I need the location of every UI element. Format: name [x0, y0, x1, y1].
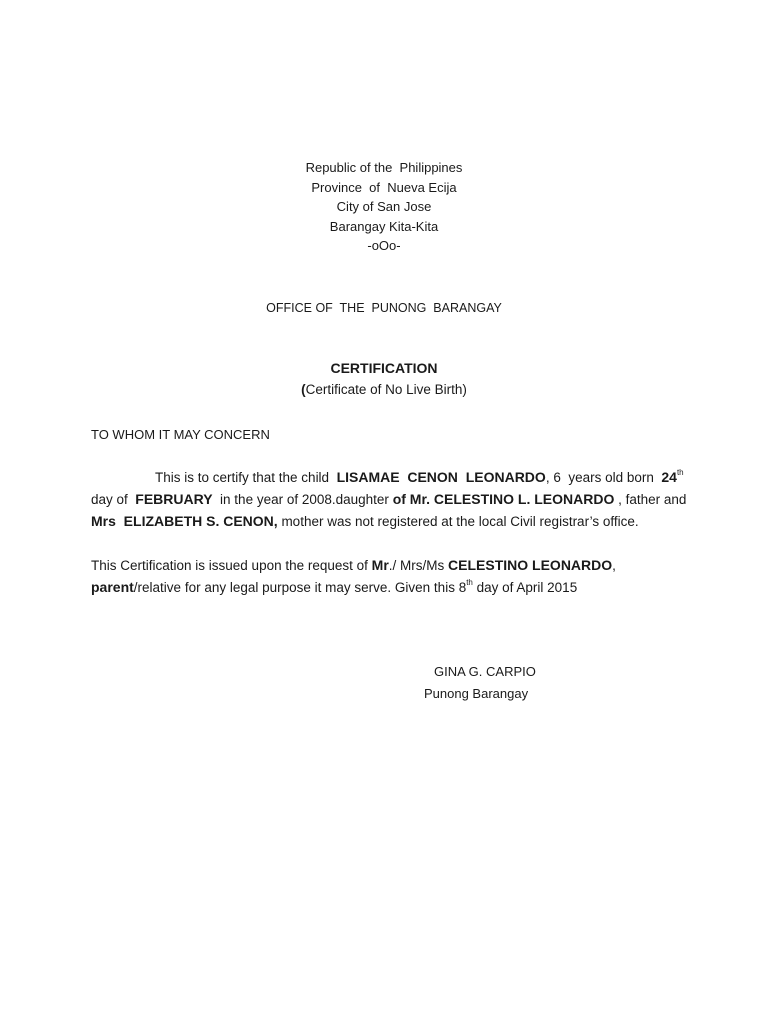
document-subtitle	[0, 380, 768, 400]
signatory-position: Punong Barangay	[424, 686, 529, 701]
p1-text-c: day of	[91, 492, 136, 507]
paragraph2-line1	[91, 554, 691, 577]
mother-name: Mrs ELIZABETH S. CENON,	[91, 513, 278, 529]
father-name: of Mr. CELESTINO L. LEONARDO	[392, 491, 615, 507]
birth-day: 24	[661, 469, 677, 485]
letterhead-country: Republic of the Philippines	[305, 160, 463, 175]
letterhead-province: Province of Nueva Ecija	[311, 179, 457, 195]
salutation: TO WHOM IT MAY CONCERN	[91, 427, 270, 442]
paragraph2-line2	[91, 576, 691, 599]
child-name: LISAMAE CENON LEONARDO	[336, 469, 546, 485]
p2-text-a: This Certification is issued upon the request of	[91, 558, 372, 573]
birth-month: FEBRUARY	[135, 491, 213, 507]
p2-text-c: ,	[612, 558, 616, 573]
requester-title: Mr	[371, 557, 389, 573]
birth-day-suffix: th	[676, 468, 684, 477]
paragraph1-line2	[91, 488, 691, 511]
subtitle-text: Certificate of No Live Birth)	[305, 382, 467, 397]
requester-name: CELESTINO LEONARDO	[448, 557, 613, 573]
requester-relation: parent	[91, 579, 134, 595]
p2-text-d: /relative for any legal purpose it may serve. Given this 8	[133, 580, 467, 595]
paragraph1-line1	[155, 466, 755, 489]
p1-text-f: mother was not registered at the local Civil registrar’s office.	[277, 514, 639, 529]
given-day-suffix: th	[466, 578, 473, 587]
p2-text-e: day of April 2015	[472, 580, 578, 595]
office-heading: OFFICE OF THE PUNONG BARANGAY	[266, 301, 502, 315]
p1-text-e: , father and	[614, 492, 687, 507]
document-title: CERTIFICATION	[330, 360, 438, 376]
p1-text-a: This is to certify that the child	[155, 470, 337, 485]
signatory-name: GINA G. CARPIO	[434, 664, 536, 679]
p2-text-b: ./ Mrs/Ms	[388, 558, 449, 573]
letterhead-city: City of San Jose	[336, 199, 432, 215]
letterhead-ornament: -oOo-	[367, 238, 401, 254]
letterhead	[0, 158, 768, 256]
paragraph1-line3	[91, 510, 691, 533]
letterhead-barangay: Barangay Kita-Kita	[329, 218, 439, 234]
subtitle-open-paren: (	[301, 382, 306, 397]
p1-text-d: in the year of 2008.daughter	[212, 492, 393, 507]
p1-text-b: , 6 years old born	[545, 470, 662, 485]
